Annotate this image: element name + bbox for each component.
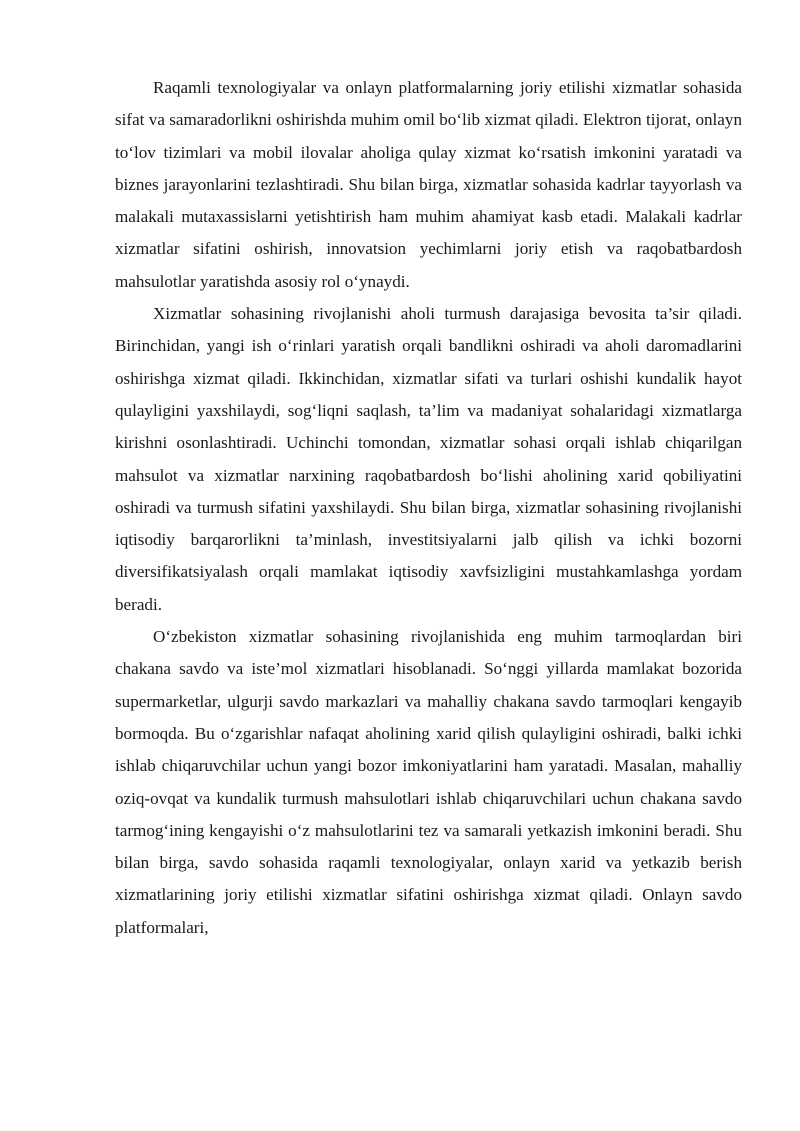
paragraph-3: O‘zbekiston xizmatlar sohasining rivojlanishida eng muhim tarmoqlardan biri chakana savdo va iste’mol xizmatlari hisoblanadi. So‘nggi yillarda mamlakat bozorida supermarketlar, ulgurji savdo markazlari va mahalliy chakana savdo tarmoqlari kengayib bormoqda. Bu o‘zgarishlar nafaqat aholining xarid qilish qulayligini oshiradi, balki ichki ishlab chiqaruvchilar uchun yangi bozor imkoniyatlarini ham yaratadi. Masalan, mahalliy oziq-ovqat va kundalik turmush mahsulotlari ishlab chiqaruvchilari uchun chakana savdo tarmog‘ining kengayishi o‘z mahsulotlarini tez va samarali yetkazish imkonini beradi. Shu bilan birga, savdo sohasida raqamli texnologiyalar, onlayn xarid va yetkazib berish xizmatlarining joriy etilishi xizmatlar sifatini oshirishga xizmat qiladi. Onlayn savdo platformalari, (115, 627, 742, 937)
paragraph-1: Raqamli texnologiyalar va onlayn platformalarning joriy etilishi xizmatlar sohasida sifat va samaradorlikni oshirishda muhim omil bo‘lib xizmat qiladi. Elektron tijorat, onlayn to‘lov tizimlari va mobil ilovalar aholiga qulay xizmat ko‘rsatish imkonini yaratadi va biznes jarayonlarini tezlashtiradi. Shu bilan birga, xizmatlar sohasida kadrlar tayyorlash va malakali mutaxassislarni yetishtirish ham muhim ahamiyat kasb etadi. Malakali kadrlar xizmatlar sifatini oshirish, innovatsion yechimlarni joriy etish va raqobatbardosh mahsulotlar yaratishda asosiy rol o‘ynaydi. (115, 78, 742, 291)
paragraph-2: Xizmatlar sohasining rivojlanishi aholi turmush darajasiga bevosita ta’sir qiladi. Birinchidan, yangi ish o‘rinlari yaratish orqali bandlikni oshiradi va aholi daromadlarini oshirishga xizmat qiladi. Ikkinchidan, xizmatlar sifati va turlari oshishi kundalik hayot qulayligini yaxshilaydi, sog‘liqni saqlash, ta’lim va madaniyat sohalaridagi xizmatlarga kirishni osonlashtiradi. Uchinchi tomondan, xizmatlar sohasi orqali ishlab chiqarilgan mahsulot va xizmatlar narxining raqobatbardosh bo‘lishi aholining xarid qobiliyatini oshiradi va turmush sifatini yaxshilaydi. Shu bilan birga, xizmatlar sohasining rivojlanishi iqtisodiy barqarorlikni ta’minlash, investitsiyalarni jalb qilish va ichki bozorni diversifikatsiyalash orqali mamlakat iqtisodiy xavfsizligini mustahkamlashga yordam beradi. (115, 304, 742, 614)
document-page (115, 72, 742, 944)
